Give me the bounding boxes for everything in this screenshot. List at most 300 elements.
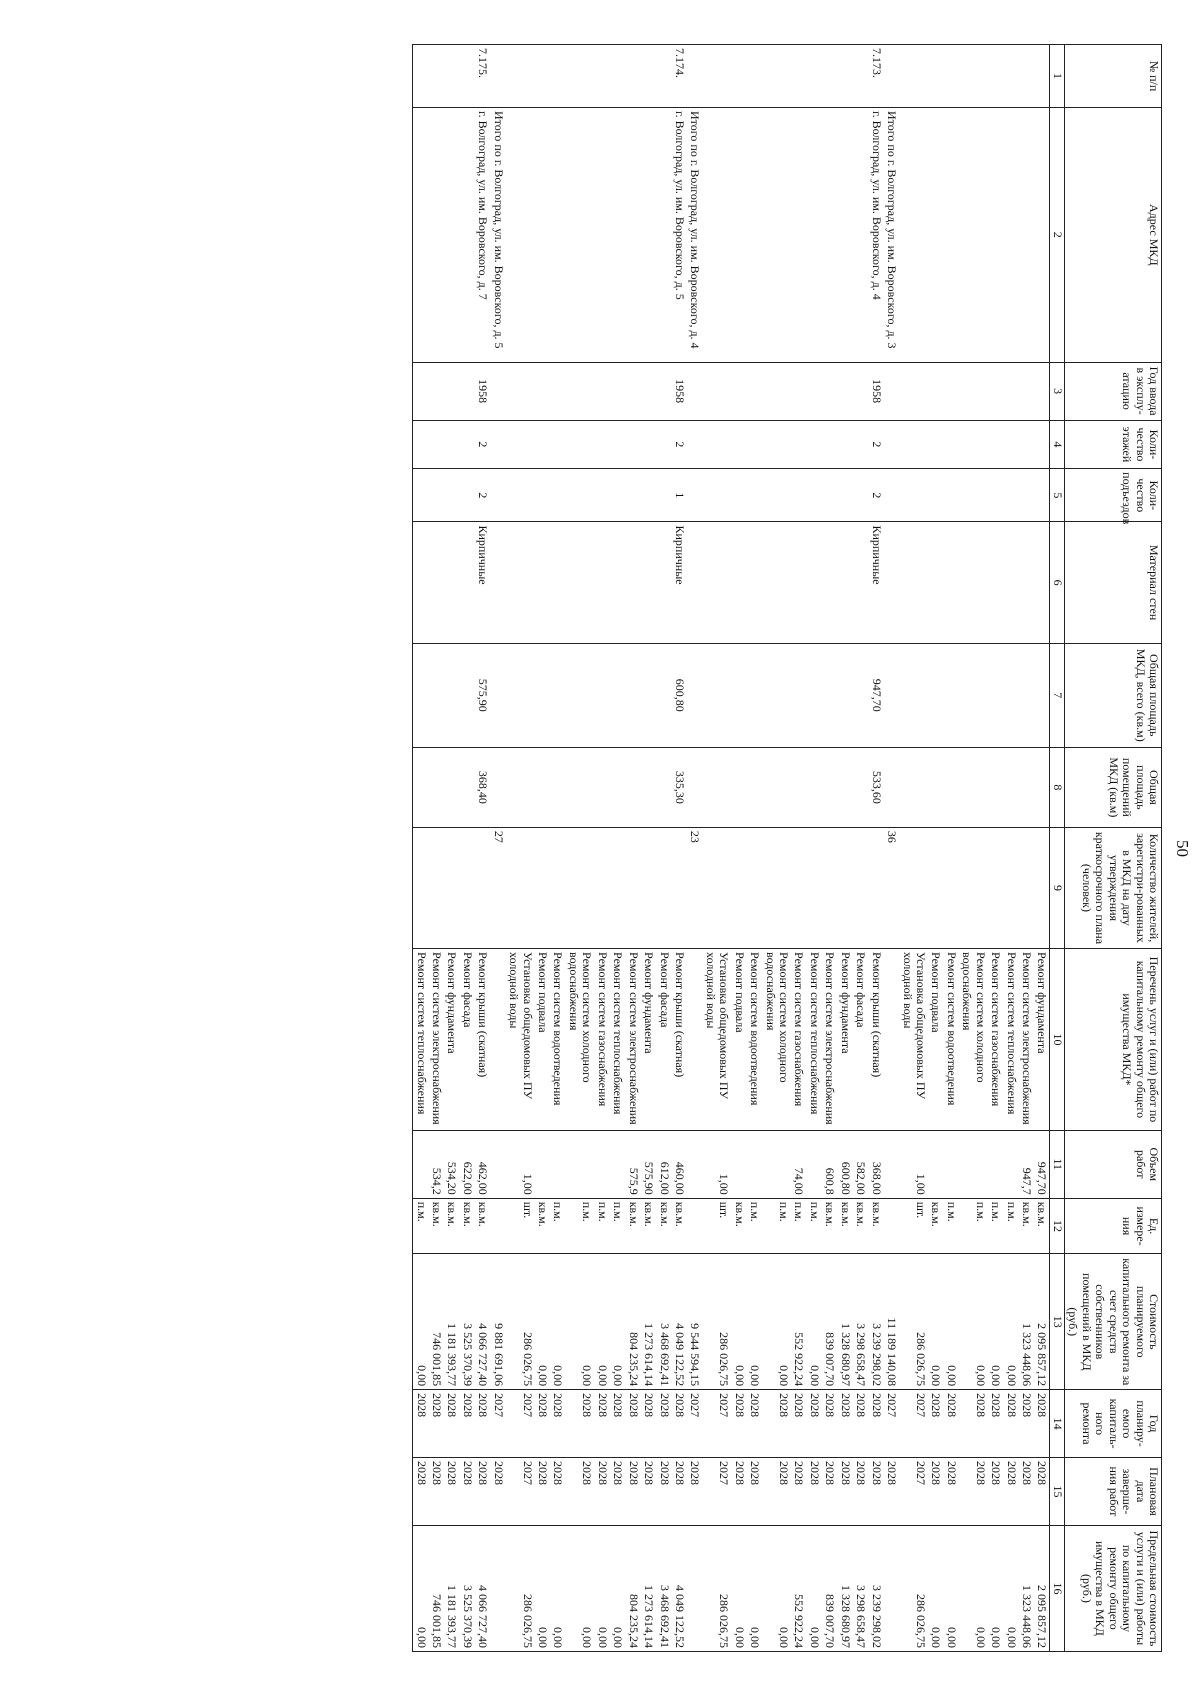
- work-cost: 1 273 614,14: [641, 1254, 656, 1390]
- row-walls: Кирпичные: [868, 522, 883, 643]
- row-room-area: [641, 747, 656, 827]
- row-id: [899, 45, 928, 108]
- work-cost: 746 001,85: [429, 1254, 444, 1390]
- row-year: 1958: [868, 362, 883, 420]
- total-empty: [490, 1198, 505, 1254]
- work-end-date: 2028: [413, 1458, 429, 1526]
- work-name: Ремонт фундамента: [837, 949, 852, 1131]
- row-address: [625, 108, 640, 363]
- row-id: [625, 45, 640, 108]
- work-unit: п.м.: [594, 1198, 609, 1254]
- row-floors: [594, 420, 609, 468]
- column-header-10: Перечень услуг и (или) работ по капитальному ремонту общего имущества МКД*: [1064, 949, 1161, 1131]
- work-limit: 3 298 658,47: [853, 1525, 868, 1651]
- work-name: Ремонт фасада: [459, 949, 474, 1131]
- work-name: Установка общедомовых ПУ холодной воды: [506, 949, 535, 1131]
- total-empty: [490, 747, 505, 827]
- work-cost: 3 239 298,02: [868, 1254, 883, 1390]
- total-id: [490, 45, 505, 108]
- total-empty: [687, 420, 702, 468]
- row-residents: [1003, 827, 1018, 948]
- work-limit: 0,00: [550, 1525, 565, 1651]
- work-volume: [762, 1130, 791, 1198]
- row-id: [550, 45, 565, 108]
- row-residents: [762, 827, 791, 948]
- row-walls: [1003, 522, 1018, 643]
- row-residents: [943, 827, 958, 948]
- row-address: [807, 108, 822, 363]
- row-id: [928, 45, 943, 108]
- work-unit: п.м.: [1003, 1198, 1018, 1254]
- total-end-date: 2028: [884, 1458, 899, 1526]
- row-entrances: [1034, 469, 1050, 522]
- row-residents: [928, 827, 943, 948]
- work-plan-year: 2028: [747, 1390, 762, 1458]
- column-header-3: Год ввода в эксплу-атацию: [1064, 362, 1161, 420]
- work-volume: [413, 1130, 429, 1198]
- work-volume: [943, 1130, 958, 1198]
- row-entrances: [535, 469, 550, 522]
- work-plan-year: 2028: [625, 1390, 640, 1458]
- work-limit: 1 273 614,14: [641, 1525, 656, 1651]
- work-end-date: 2028: [444, 1458, 459, 1526]
- row-entrances: [959, 469, 988, 522]
- work-limit: 0,00: [731, 1525, 746, 1651]
- work-name: Ремонт систем газоснабжения: [988, 949, 1003, 1131]
- work-cost: 0,00: [943, 1254, 958, 1390]
- work-plan-year: 2028: [413, 1390, 429, 1458]
- row-room-area: [1019, 747, 1034, 827]
- row-room-area: [656, 747, 671, 827]
- work-cost: 1 181 393,77: [444, 1254, 459, 1390]
- column-header-15: Плановая дата заверше-ния работ: [1064, 1458, 1161, 1526]
- work-plan-year: 2028: [822, 1390, 837, 1458]
- work-name: Ремонт фасада: [656, 949, 671, 1131]
- work-name: Ремонт фундамента: [444, 949, 459, 1131]
- row-id: [459, 45, 474, 108]
- work-end-date: 2028: [943, 1458, 958, 1526]
- work-unit: кв.м.: [672, 1198, 687, 1254]
- work-end-date: 2028: [731, 1458, 746, 1526]
- row-floors: [535, 420, 550, 468]
- row-area: [988, 643, 1003, 747]
- column-header-4: Коли-чество этажей: [1064, 420, 1161, 468]
- work-plan-year: 2028: [731, 1390, 746, 1458]
- column-header-7: Общая площадь МКД, всего (кв.м): [1064, 643, 1161, 747]
- row-area: [747, 643, 762, 747]
- row-entrances: [550, 469, 565, 522]
- work-plan-year: 2028: [988, 1390, 1003, 1458]
- work-limit: 0,00: [943, 1525, 958, 1651]
- work-cost: 0,00: [610, 1254, 625, 1390]
- row-year: [747, 362, 762, 420]
- row-room-area: 335,30: [672, 747, 687, 827]
- work-plan-year: 2028: [610, 1390, 625, 1458]
- table-row: [550, 45, 565, 1652]
- row-room-area: [822, 747, 837, 827]
- work-end-date: 2027: [702, 1458, 731, 1526]
- row-floors: [762, 420, 791, 468]
- column-number-10: 10: [1050, 949, 1064, 1131]
- total-empty: [490, 643, 505, 747]
- row-area: [791, 643, 806, 747]
- row-floors: [444, 420, 459, 468]
- row-room-area: [535, 747, 550, 827]
- total-label: Итого по г. Волгоград, ул. им. Воровского, д. 3: [884, 108, 899, 363]
- table-row: [791, 45, 806, 1652]
- work-limit: 286 026,75: [702, 1525, 731, 1651]
- row-room-area: 533,60: [868, 747, 883, 827]
- total-cost: 9 544 594,15: [687, 1254, 702, 1390]
- work-volume: 947,7: [1019, 1130, 1034, 1198]
- row-area: [943, 643, 958, 747]
- work-cost: 0,00: [731, 1254, 746, 1390]
- work-plan-year: 2028: [594, 1390, 609, 1458]
- work-end-date: 2028: [988, 1458, 1003, 1526]
- total-row: [884, 45, 899, 1652]
- work-end-date: 2028: [837, 1458, 852, 1526]
- row-entrances: [702, 469, 731, 522]
- row-walls: [959, 522, 988, 643]
- work-unit: п.м.: [610, 1198, 625, 1254]
- row-floors: [853, 420, 868, 468]
- row-area: [444, 643, 459, 747]
- row-year: [641, 362, 656, 420]
- column-header-11: Объем работ: [1064, 1130, 1161, 1198]
- work-volume: [594, 1130, 609, 1198]
- row-id: [943, 45, 958, 108]
- row-id: [1003, 45, 1018, 108]
- work-unit: п.м.: [413, 1198, 429, 1254]
- work-end-date: 2028: [459, 1458, 474, 1526]
- work-limit: 0,00: [594, 1525, 609, 1651]
- work-limit: 839 007,70: [822, 1525, 837, 1651]
- total-empty: [490, 949, 505, 1131]
- row-walls: [837, 522, 852, 643]
- row-walls: [899, 522, 928, 643]
- work-unit: шт.: [899, 1198, 928, 1254]
- row-entrances: [731, 469, 746, 522]
- work-unit: кв.м.: [641, 1198, 656, 1254]
- work-end-date: 2028: [535, 1458, 550, 1526]
- row-year: [506, 362, 535, 420]
- work-cost: 0,00: [988, 1254, 1003, 1390]
- row-address: [413, 108, 429, 363]
- row-address: г. Волгоград, ул. им. Воровского, д. 7: [475, 108, 490, 363]
- work-name: Ремонт фундамента: [641, 949, 656, 1131]
- total-empty: [884, 420, 899, 468]
- row-address: [943, 108, 958, 363]
- work-end-date: 2028: [807, 1458, 822, 1526]
- work-limit: 3 525 370,39: [459, 1525, 474, 1651]
- row-room-area: [928, 747, 943, 827]
- work-volume: 1,00: [702, 1130, 731, 1198]
- column-number-5: 5: [1050, 469, 1064, 522]
- work-plan-year: 2027: [702, 1390, 731, 1458]
- row-floors: [791, 420, 806, 468]
- row-id: [702, 45, 731, 108]
- work-name: Ремонт систем теплоснабжения: [413, 949, 429, 1131]
- row-year: [731, 362, 746, 420]
- work-unit: кв.м.: [459, 1198, 474, 1254]
- row-area: 947,70: [868, 643, 883, 747]
- row-id: [822, 45, 837, 108]
- column-number-12: 12: [1050, 1198, 1064, 1254]
- column-number-8: 8: [1050, 747, 1064, 827]
- work-limit: 552 922,24: [791, 1525, 806, 1651]
- work-plan-year: 2028: [672, 1390, 687, 1458]
- work-cost: 1 328 680,97: [837, 1254, 852, 1390]
- row-residents: [791, 827, 806, 948]
- column-header-12: Ед. измере-ния: [1064, 1198, 1161, 1254]
- row-floors: 2: [475, 420, 490, 468]
- table-row: [988, 45, 1003, 1652]
- work-cost: 2 095 857,12: [1034, 1254, 1050, 1390]
- row-id: 7.173.: [868, 45, 883, 108]
- work-limit: 0,00: [807, 1525, 822, 1651]
- row-residents: [731, 827, 746, 948]
- row-residents: [459, 827, 474, 948]
- work-limit: 4 066 727,40: [475, 1525, 490, 1651]
- work-end-date: 2028: [429, 1458, 444, 1526]
- row-room-area: [988, 747, 1003, 827]
- row-address: [1019, 108, 1034, 363]
- work-limit: 0,00: [610, 1525, 625, 1651]
- row-year: [943, 362, 958, 420]
- work-end-date: 2028: [1034, 1458, 1050, 1526]
- row-entrances: [807, 469, 822, 522]
- work-unit: п.м.: [747, 1198, 762, 1254]
- row-area: [1003, 643, 1018, 747]
- row-floors: [822, 420, 837, 468]
- row-area: [656, 643, 671, 747]
- row-floors: [550, 420, 565, 468]
- row-area: [928, 643, 943, 747]
- total-row: [490, 45, 505, 1652]
- row-residents: [625, 827, 640, 948]
- row-entrances: [837, 469, 852, 522]
- work-plan-year: 2027: [506, 1390, 535, 1458]
- work-volume: 460,00: [672, 1130, 687, 1198]
- row-residents: [429, 827, 444, 948]
- work-end-date: 2028: [959, 1458, 988, 1526]
- work-cost: 0,00: [747, 1254, 762, 1390]
- work-unit: кв.м.: [429, 1198, 444, 1254]
- work-volume: [550, 1130, 565, 1198]
- work-limit: 2 095 857,12: [1034, 1525, 1050, 1651]
- table-row: [444, 45, 459, 1652]
- work-limit: 3 239 298,02: [868, 1525, 883, 1651]
- total-residents: 23: [687, 827, 702, 948]
- table-row: [837, 45, 852, 1652]
- work-plan-year: 2028: [791, 1390, 806, 1458]
- total-empty: [884, 643, 899, 747]
- row-floors: [506, 420, 535, 468]
- work-name: Ремонт крыши (скатная): [868, 949, 883, 1131]
- row-residents: [672, 827, 687, 948]
- row-walls: Кирпичные: [475, 522, 490, 643]
- table-row: [702, 45, 731, 1652]
- work-name: Ремонт систем газоснабжения: [594, 949, 609, 1131]
- row-area: [762, 643, 791, 747]
- table-row: [807, 45, 822, 1652]
- work-name: Ремонт фасада: [853, 949, 868, 1131]
- total-empty: [687, 522, 702, 643]
- row-year: [807, 362, 822, 420]
- row-floors: [656, 420, 671, 468]
- work-volume: 462,00: [475, 1130, 490, 1198]
- row-year: [459, 362, 474, 420]
- row-room-area: [413, 747, 429, 827]
- row-walls: [413, 522, 429, 643]
- row-room-area: [625, 747, 640, 827]
- row-address: [899, 108, 928, 363]
- column-header-1: № п/п: [1064, 45, 1161, 108]
- total-cost: 9 881 691,06: [490, 1254, 505, 1390]
- row-walls: [594, 522, 609, 643]
- row-address: [1034, 108, 1050, 363]
- row-entrances: [1019, 469, 1034, 522]
- table-row: [429, 45, 444, 1652]
- row-id: [853, 45, 868, 108]
- row-id: [610, 45, 625, 108]
- column-number-15: 15: [1050, 1458, 1064, 1526]
- row-address: [506, 108, 535, 363]
- work-volume: [610, 1130, 625, 1198]
- column-number-16: 16: [1050, 1525, 1064, 1651]
- work-name: Ремонт систем водоотведения: [747, 949, 762, 1131]
- column-number-11: 11: [1050, 1130, 1064, 1198]
- total-empty: [490, 1130, 505, 1198]
- row-year: [610, 362, 625, 420]
- row-entrances: [899, 469, 928, 522]
- work-name: Ремонт систем водоотведения: [943, 949, 958, 1131]
- work-plan-year: 2028: [475, 1390, 490, 1458]
- row-room-area: [459, 747, 474, 827]
- row-year: [928, 362, 943, 420]
- row-entrances: [506, 469, 535, 522]
- work-volume: [535, 1130, 550, 1198]
- row-year: [899, 362, 928, 420]
- work-limit: 1 328 680,97: [837, 1525, 852, 1651]
- row-address: [594, 108, 609, 363]
- row-floors: [837, 420, 852, 468]
- work-plan-year: 2028: [807, 1390, 822, 1458]
- work-cost: 0,00: [594, 1254, 609, 1390]
- row-id: [656, 45, 671, 108]
- work-cost: 3 525 370,39: [459, 1254, 474, 1390]
- table-row: [1003, 45, 1018, 1652]
- table-row: [868, 45, 883, 1652]
- total-plan-year: 2027: [490, 1390, 505, 1458]
- table-row: [625, 45, 640, 1652]
- work-plan-year: 2028: [656, 1390, 671, 1458]
- row-room-area: [1003, 747, 1018, 827]
- work-unit: кв.м.: [475, 1198, 490, 1254]
- work-name: Ремонт систем теплоснабжения: [807, 949, 822, 1131]
- work-unit: кв.м.: [822, 1198, 837, 1254]
- work-end-date: 2027: [899, 1458, 928, 1526]
- work-plan-year: 2028: [837, 1390, 852, 1458]
- row-id: [506, 45, 535, 108]
- column-number-13: 13: [1050, 1254, 1064, 1390]
- work-unit: шт.: [506, 1198, 535, 1254]
- total-empty: [490, 522, 505, 643]
- row-address: [702, 108, 731, 363]
- row-floors: [566, 420, 595, 468]
- work-end-date: 2028: [610, 1458, 625, 1526]
- row-walls: [853, 522, 868, 643]
- row-residents: [807, 827, 822, 948]
- row-residents: [702, 827, 731, 948]
- total-cost: 11 189 140,08: [884, 1254, 899, 1390]
- work-cost: 0,00: [566, 1254, 595, 1390]
- work-unit: кв.м.: [625, 1198, 640, 1254]
- work-limit: 1 323 448,06: [1019, 1525, 1034, 1651]
- column-number-2: 2: [1050, 108, 1064, 363]
- row-id: [807, 45, 822, 108]
- row-floors: [928, 420, 943, 468]
- row-year: [1003, 362, 1018, 420]
- work-unit: кв.м.: [868, 1198, 883, 1254]
- work-name: Ремонт подвала: [731, 949, 746, 1131]
- work-volume: [747, 1130, 762, 1198]
- row-address: г. Волгоград, ул. им. Воровского, д. 4: [868, 108, 883, 363]
- row-floors: [807, 420, 822, 468]
- total-id: [687, 45, 702, 108]
- work-volume: 575,9: [625, 1130, 640, 1198]
- row-address: [959, 108, 988, 363]
- row-entrances: [943, 469, 958, 522]
- table-row: [1034, 45, 1050, 1652]
- work-unit: п.м.: [807, 1198, 822, 1254]
- work-plan-year: 2028: [641, 1390, 656, 1458]
- work-cost: 4 049 122,52: [672, 1254, 687, 1390]
- row-floors: [747, 420, 762, 468]
- work-limit: 0,00: [413, 1525, 429, 1651]
- work-limit: 286 026,75: [506, 1525, 535, 1651]
- row-floors: [1019, 420, 1034, 468]
- work-limit: 3 468 692,41: [656, 1525, 671, 1651]
- row-address: [791, 108, 806, 363]
- row-area: [610, 643, 625, 747]
- work-end-date: 2028: [928, 1458, 943, 1526]
- row-residents: [550, 827, 565, 948]
- row-address: [459, 108, 474, 363]
- column-header-5: Коли-чество подъездов: [1064, 469, 1161, 522]
- work-plan-year: 2027: [899, 1390, 928, 1458]
- work-volume: 1,00: [506, 1130, 535, 1198]
- work-name: Ремонт систем электроснабжения: [1019, 949, 1034, 1131]
- row-id: [594, 45, 609, 108]
- work-name: Ремонт подвала: [928, 949, 943, 1131]
- row-year: [988, 362, 1003, 420]
- row-walls: [791, 522, 806, 643]
- total-empty: [490, 1525, 505, 1651]
- row-floors: [641, 420, 656, 468]
- row-room-area: [762, 747, 791, 827]
- total-empty: [687, 747, 702, 827]
- work-name: Ремонт систем теплоснабжения: [1003, 949, 1018, 1131]
- row-floors: [429, 420, 444, 468]
- row-floors: [731, 420, 746, 468]
- row-area: [506, 643, 535, 747]
- work-cost: 1 323 448,06: [1019, 1254, 1034, 1390]
- row-residents: [747, 827, 762, 948]
- work-limit: 0,00: [566, 1525, 595, 1651]
- work-cost: 4 066 727,40: [475, 1254, 490, 1390]
- row-entrances: [429, 469, 444, 522]
